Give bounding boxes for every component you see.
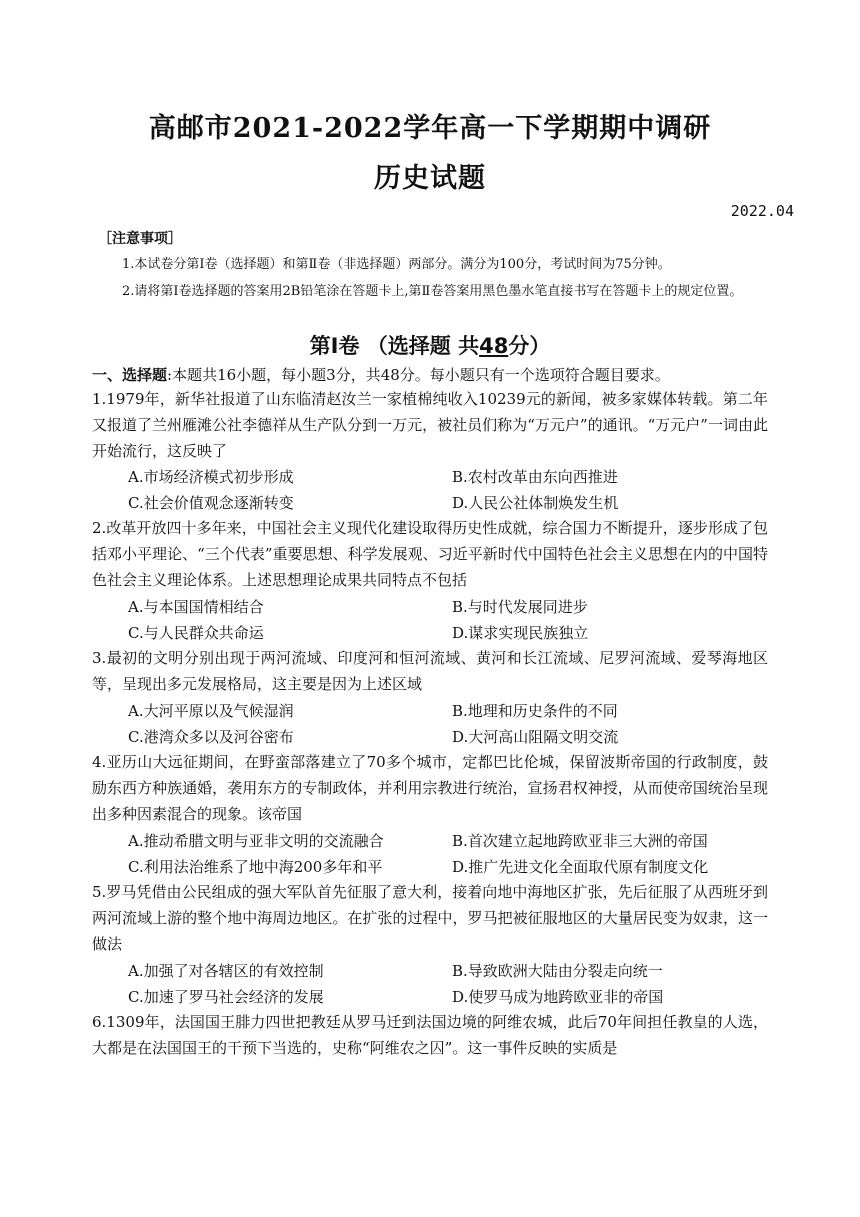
question-2-stem: 2.改革开放四十多年来，中国社会主义现代化建设取得历史性成就，综合国力不断提升，逐步形成了包括邓小平理论、“三个代表”重要思想、科学发展观、习近平新时代中国特色社会主义思想在内的中国特色社会主义理论体系。上述思想理论成果共同特点不包括 [92, 519, 768, 589]
notes-heading: ［注意事项］ [98, 231, 182, 247]
question-5-option-b: B.导致欧洲大陆由分裂走向统一 [452, 962, 663, 980]
question-1-option-a: A.市场经济模式初步形成 [128, 468, 294, 486]
question-4-option-d: D.推广先进文化全面取代原有制度文化 [452, 858, 709, 876]
question-3-option-a: A.大河平原以及气候湿润 [128, 702, 294, 720]
question-4-stem: 4.亚历山大远征期间，在野蛮部落建立了70多个城市，定都巴比伦城，保留波斯帝国的行政制度，鼓励东西方种族通婚，袭用东方的专制政体，并利用宗教进行统治，宣扬君权神授，从而使帝国统治呈现出多种因素混合的现象。该帝国 [92, 753, 768, 823]
question-3-option-b: B.地理和历史条件的不同 [452, 702, 618, 720]
question-1-option-d: D.人民公社体制焕发生机 [452, 494, 619, 512]
question-1-option-c: C.社会价值观念逐渐转变 [128, 494, 294, 512]
question-4-option-c: C.利用法治维系了地中海200多年和平 [128, 858, 383, 876]
question-3-option-c: C.港湾众多以及河谷密布 [128, 728, 294, 746]
section-heading [0, 330, 860, 360]
question-5-option-a: A.加强了对各辖区的有效控制 [128, 962, 324, 980]
question-2-option-a: A.与本国国情相结合 [128, 598, 264, 616]
question-2-option-d: D.谋求实现民族独立 [452, 624, 589, 642]
question-5-option-c: C.加速了罗马社会经济的发展 [128, 988, 324, 1006]
choice-intro [92, 364, 782, 385]
question-5-stem: 5.罗马凭借由公民组成的强大军队首先征服了意大利，接着向地中海地区扩张，先后征服了从西班牙到两河流域上游的整个地中海周边地区。在扩张的过程中，罗马把被征服地区的大量居民变为奴隶，这一做法 [92, 883, 768, 953]
exam-date: 2022.04 [730, 202, 794, 220]
section-prefix: 第Ⅰ卷 （选择题 共 [309, 334, 480, 358]
question-4-option-a: A.推动希腊文明与亚非文明的交流融合 [128, 832, 384, 850]
question-1-option-b: B.农村改革由东向西推进 [452, 468, 618, 486]
intro-text: :本题共16小题，每小题3分，共48分。每小题只有一个选项符合题目要求。 [167, 366, 670, 384]
question-3-stem: 3.最初的文明分别出现于两河流域、印度河和恒河流域、黄河和长江流域、尼罗河流域、爱琴海地区等，呈现出多元发展格局，这主要是因为上述区域 [92, 649, 768, 693]
question-2-option-c: C.与人民群众共命运 [128, 624, 264, 642]
question-1-stem: 1.1979年，新华社报道了山东临清赵汝兰一家植棉纯收入10239元的新闻，被多家媒体转载。第二年又报道了兰州雁滩公社李德祥从生产队分到一万元，被社员们称为“万元户”的通讯。“万元户”一词由此开始流行，这反映了 [92, 390, 768, 460]
intro-label: 一、选择题 [92, 366, 168, 384]
section-score: 48 [479, 334, 509, 358]
question-2-option-b: B.与时代发展同进步 [452, 598, 588, 616]
note-1: 1.本试卷分第Ⅰ卷（选择题）和第Ⅱ卷（非选择题）两部分。满分为100分，考试时间为75分钟。 [122, 257, 671, 272]
question-5-option-d: D.使罗马成为地跨欧亚非的帝国 [452, 988, 664, 1006]
question-3-option-d: D.大河高山阻隔文明交流 [452, 728, 619, 746]
note-2: 2.请将第Ⅰ卷选择题的答案用2B铅笔涂在答题卡上,第Ⅱ卷答案用黑色墨水笔直接书写在答题卡上的规定位置。 [122, 284, 743, 299]
question-4-option-b: B.首次建立起地跨欧亚非三大洲的帝国 [452, 832, 708, 850]
exam-title: 高邮市2021-2022学年高一下学期期中调研 [148, 113, 712, 144]
question-6-stem: 6.1309年，法国国王腓力四世把教廷从罗马迁到法国边境的阿维农城，此后70年间担任教皇的人选，大都是在法国国王的干预下当选的，史称“阿维农之囚”。这一事件反映的实质是 [92, 1013, 768, 1057]
exam-subtitle: 历史试题 [374, 163, 486, 194]
section-suffix: 分） [508, 334, 551, 358]
